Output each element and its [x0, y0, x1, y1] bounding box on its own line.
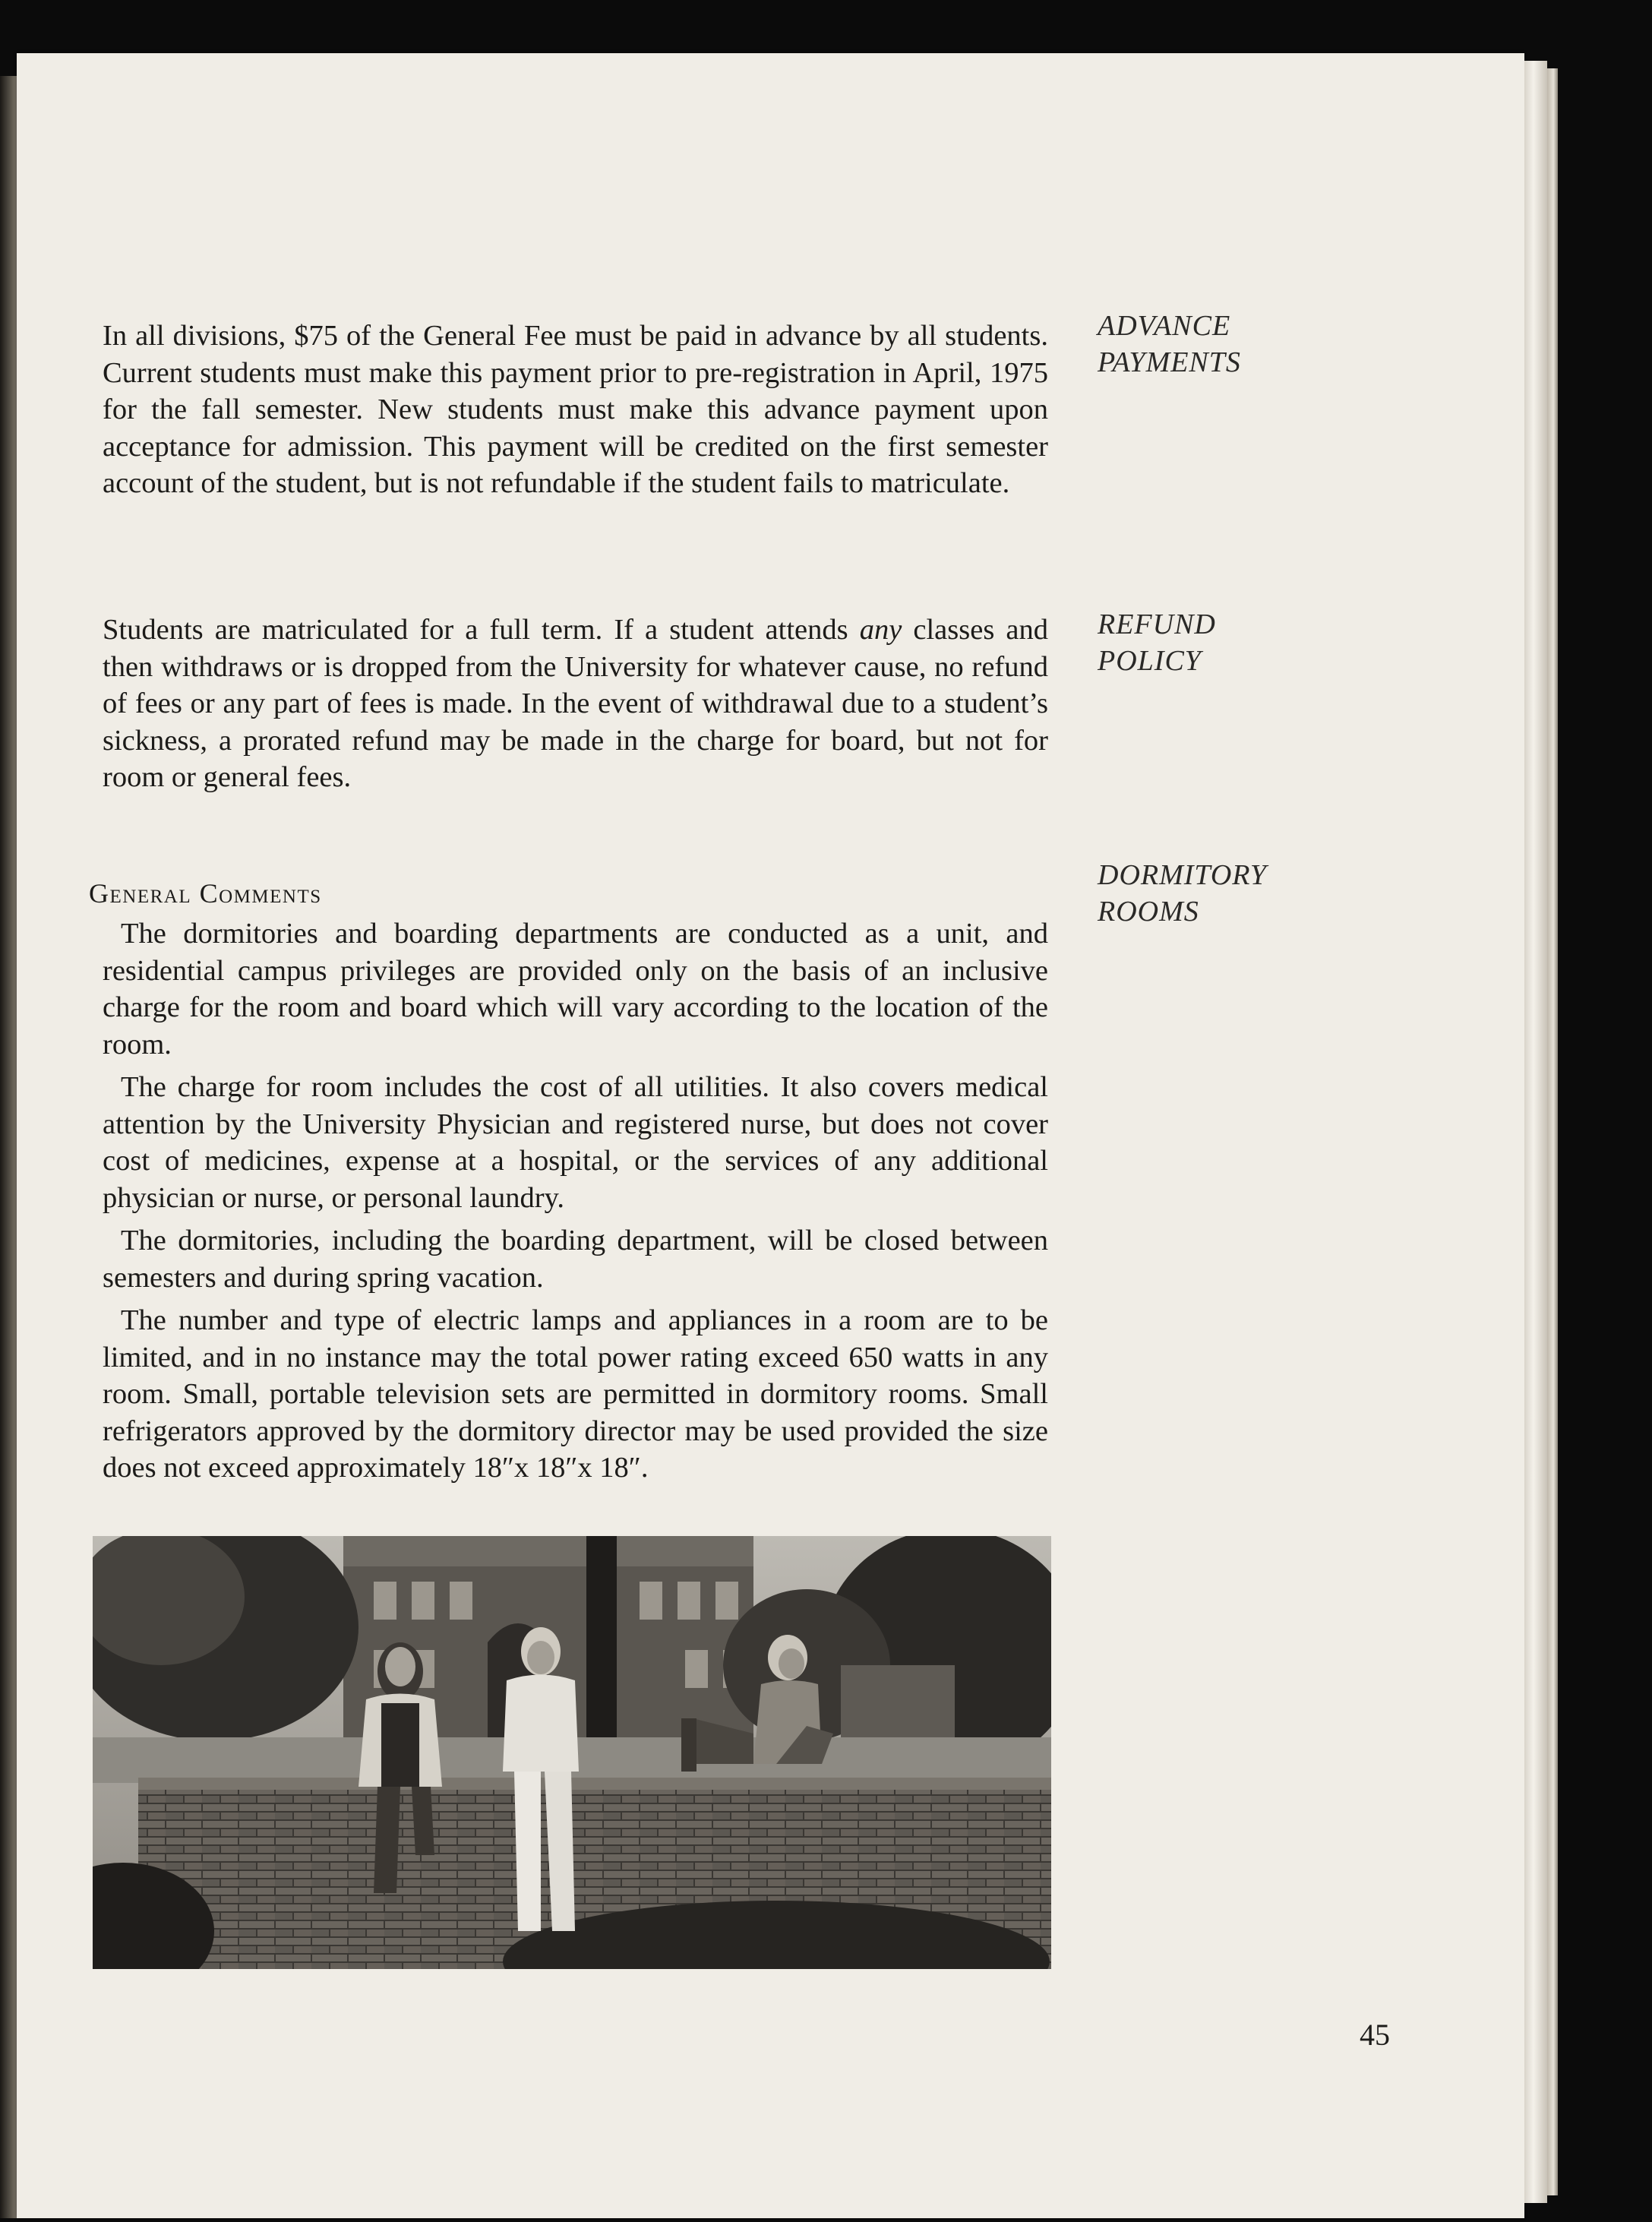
refund-heading-line2: POLICY: [1098, 645, 1202, 677]
advance-heading-line1: ADVANCE: [1098, 310, 1231, 342]
dormitory-paragraph-4: The number and type of electric lamps and appliances in a room are to be limited, and in no instance may the total power rating exceed 650 watts in any room. Small, portable television sets are permitted in dormitory rooms. Small refrigerators approved by the dormitory director may be used provided the size does not exceed approximately 18″x 18″x 18″.: [103, 1304, 1048, 1484]
advance-payments-text: [103, 318, 1048, 502]
refund-text-part2: classes and then withdraws or is dropped from the University for whatever cause, no refund of fees or any part of fees is made. In the event of withdrawal due to a student’s sickness, a prorated refund may be made in the charge for board, but not for room or general fees.: [103, 614, 1048, 793]
photo-illustration: [93, 1536, 1051, 1969]
dormitory-paragraph-1: The dormitories and boarding departments are conducted as a unit, and residential campus privileges are provided only on the basis of an inclusive charge for the room and board which will vary according to the location of the room.: [103, 918, 1048, 1060]
advance-payments-heading: [1098, 308, 1325, 381]
page-edge-shadow: [1547, 68, 1558, 2195]
refund-policy-text: [103, 612, 1048, 796]
advance-payments-paragraph: In all divisions, $75 of the General Fee must be paid in advance by all students. Current students must make this payment prior to pre-registration in April, 1975 for the fall semester. New students must make this advance payment upon acceptance for admission. This payment will be credited on the first semester account of the student, but is not refundable if the student fails to matriculate.: [103, 320, 1048, 499]
advance-heading-line2: PAYMENTS: [1098, 346, 1241, 378]
refund-text-part1: Students are matriculated for a full term. If a student attends: [103, 614, 860, 646]
refund-text-emphasis: any: [859, 614, 902, 646]
page-number: 45: [1360, 2018, 1390, 2052]
dormitory-rooms-text: [103, 915, 1048, 1487]
dormitory-rooms-heading: [1098, 857, 1325, 930]
students-on-brick-wall-photo: [93, 1536, 1051, 1969]
general-comments-heading: General Comments: [89, 878, 322, 909]
dormitory-heading-line2: ROOMS: [1098, 896, 1199, 928]
refund-policy-paragraph: [103, 612, 1048, 796]
dormitory-heading-line1: DORMITORY: [1098, 859, 1267, 891]
refund-heading-line1: REFUND: [1098, 608, 1216, 640]
dormitory-paragraph-3: The dormitories, including the boarding department, will be closed between semesters and during spring vacation.: [103, 1225, 1048, 1294]
refund-policy-heading: [1098, 606, 1325, 679]
dormitory-paragraph-2: The charge for room includes the cost of all utilities. It also covers medical attention by the University Physician and registered nurse, but does not cover cost of medicines, expense at a hospital, or the services of any additional physician or nurse, or personal laundry.: [103, 1071, 1048, 1214]
page-edge: [1524, 61, 1547, 2203]
